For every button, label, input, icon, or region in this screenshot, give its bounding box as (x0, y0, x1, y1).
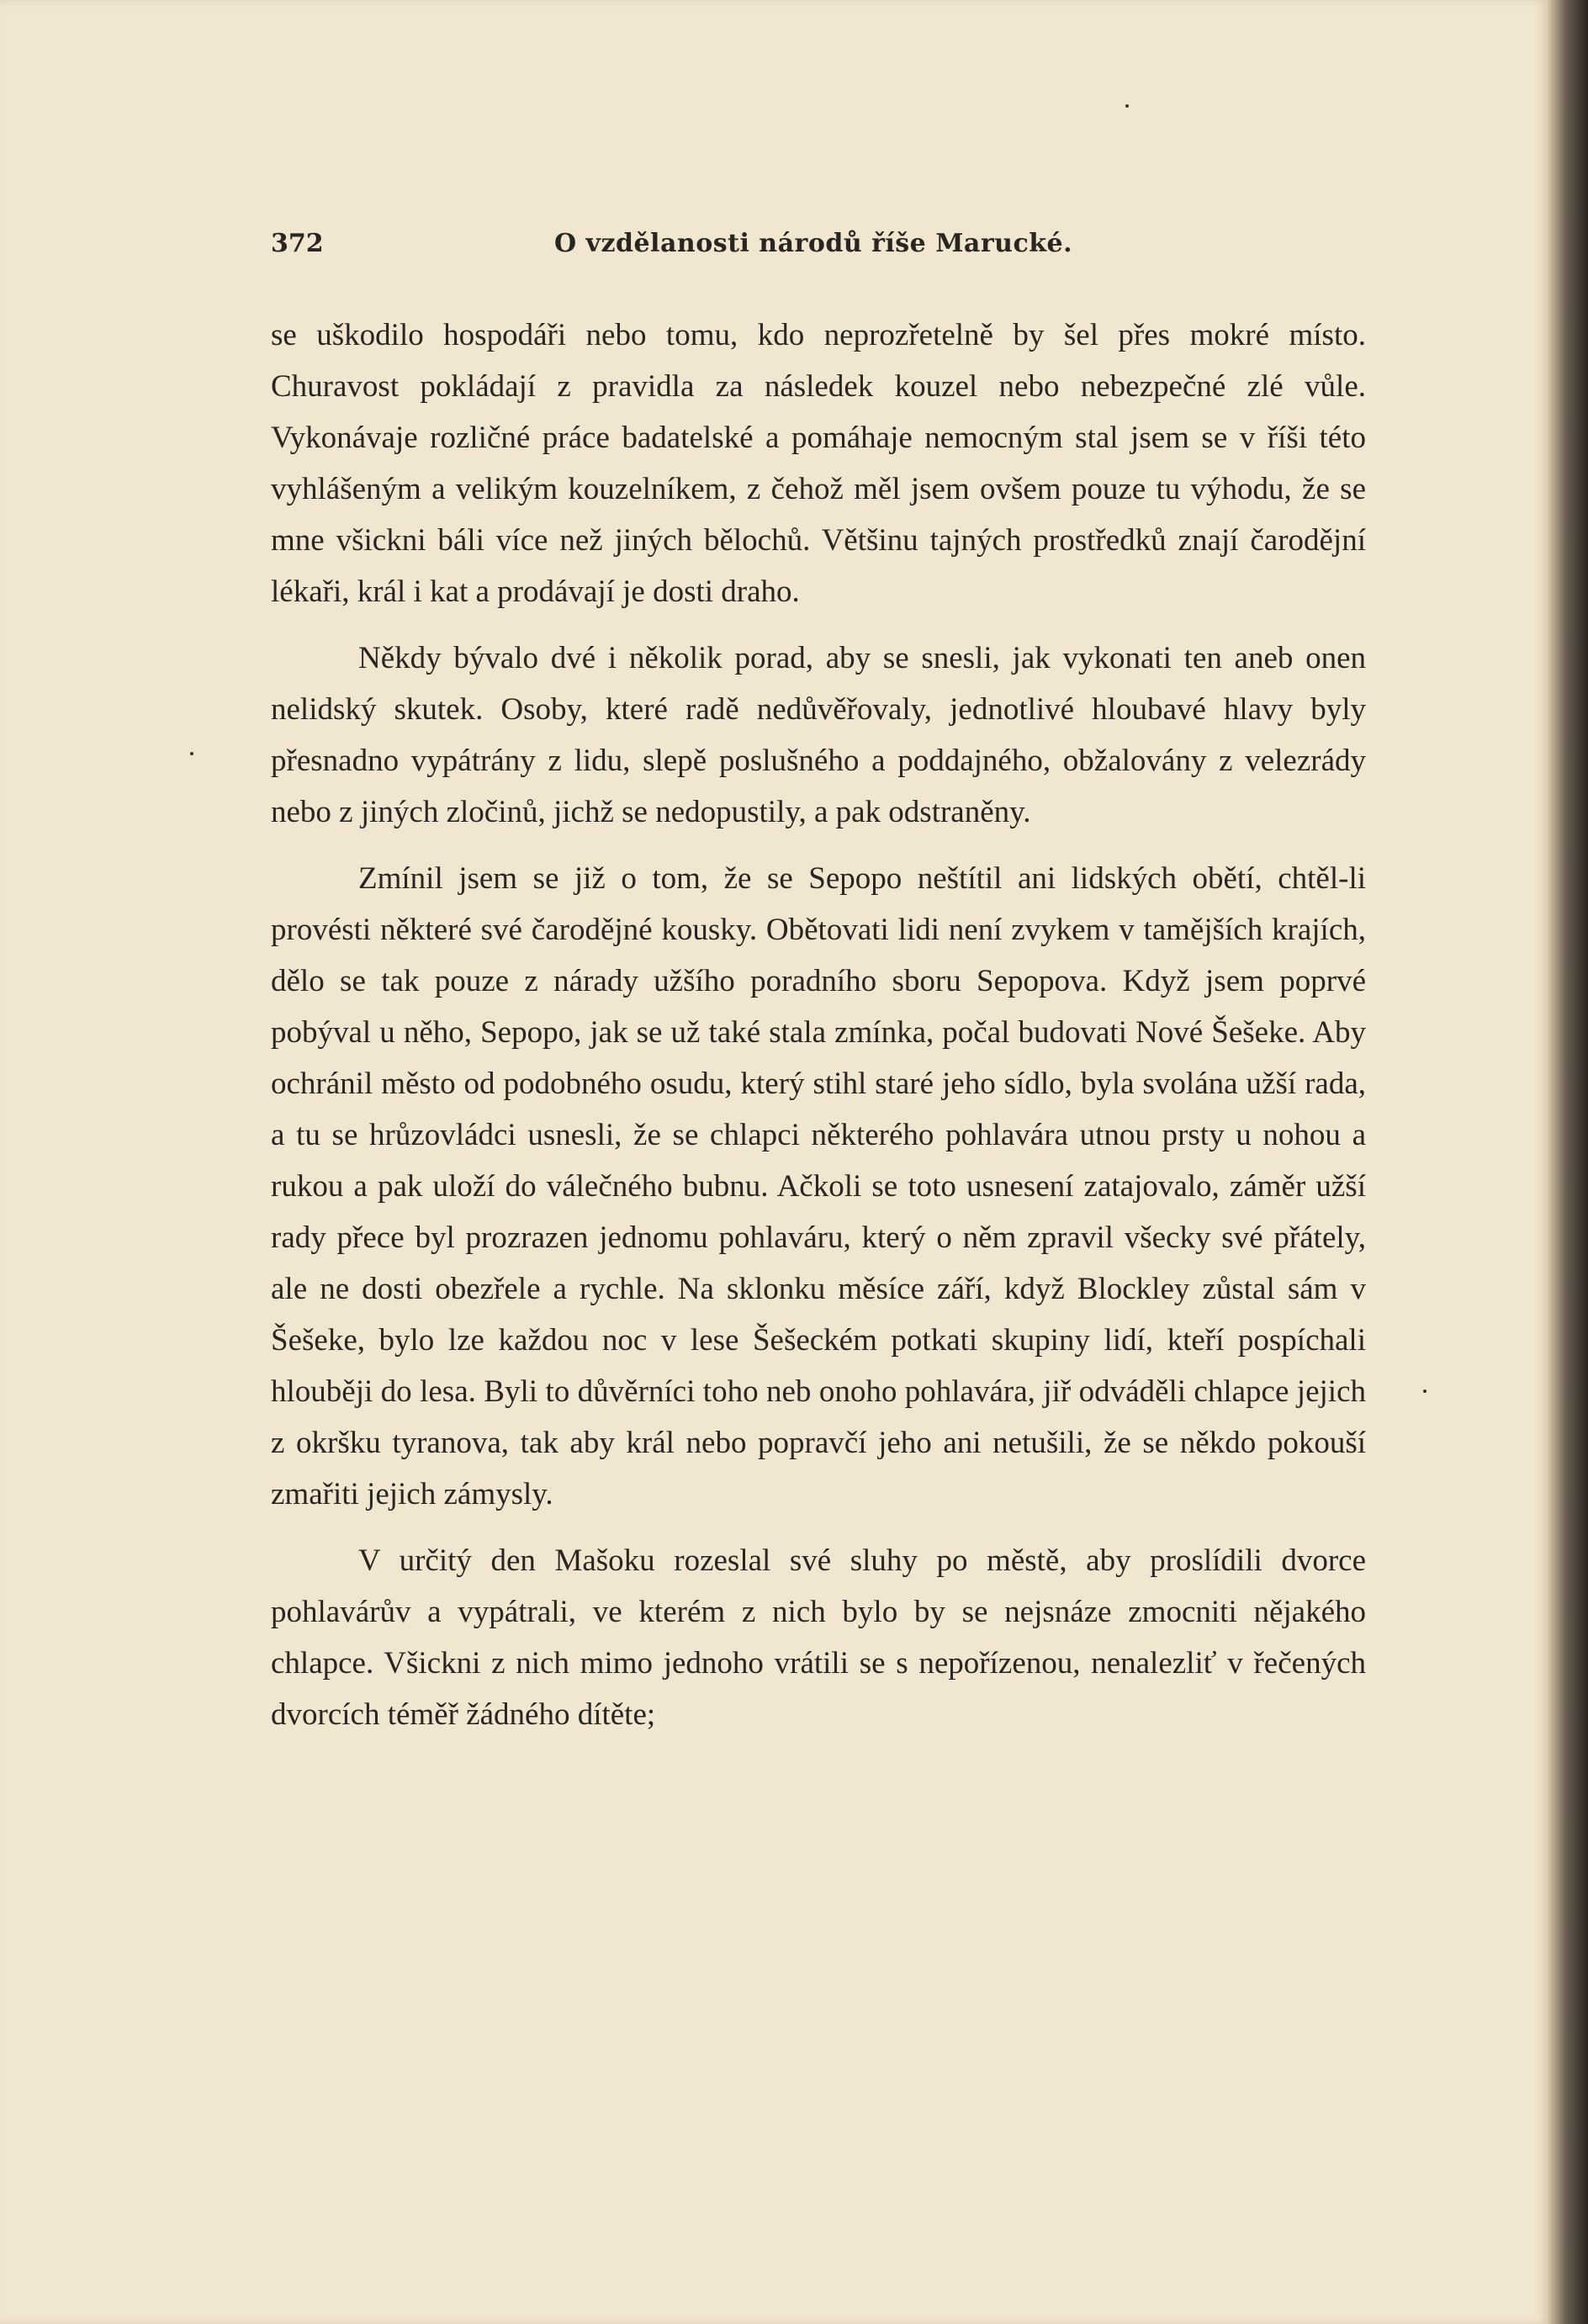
paragraph: V určitý den Mašoku rozeslal své sluhy po městě, aby proslídili dvorce pohlavárův a vypátrali, ve kterém z nich bylo by se nejsnáze zmocniti nějakého chlapce. Všickni z nich mimo jednoho vrátili se s nepořízenou, nenalezliť v řečených dvorcích téměř žádného dítěte; (271, 1543, 1366, 1732)
print-speck (1423, 1390, 1427, 1393)
print-speck (1125, 104, 1129, 108)
page-header (271, 229, 1356, 262)
book-edge (1548, 0, 1588, 2324)
paragraph: Zmínil jsem se již o tom, že se Sepopo neštítil ani lidských obětí, chtěl-li provésti některé své čarodějné kousky. Obětovati lidi není zvykem v tamějších krajích, dělo se tak pouze z nárady užšího poradního sboru Sepopova. Když jsem poprvé pobýval u něho, Sepopo, jak se už také stala zmínka, počal budovati Nové Šešeke. Aby ochránil město od podobného osudu, který stihl staré jeho sídlo, byla svolána užší rada, a tu se hrůzovládci usnesli, že se chlapci některého pohlavára utnou prsty u nohou a rukou a pak uloží do válečného bubnu. Ačkoli se toto usnesení zatajovalo, záměr užší rady přece byl prozrazen jednomu pohlaváru, který o něm zpravil všecky své přátely, ale ne dosti obezřele a rychle. Na sklonku měsíce září, když Blockley zůstal sám v Šešeke, bylo lze každou noc v lese Šešeckém potkati skupiny lidí, kteří pospíchali hlouběji do lesa. Byli to důvěrníci toho neb onoho pohlavára, jiř odváděli chlapce jejich z okršku tyranova, tak aby král nebo popravčí jeho ani netušili, že se někdo pokouší zmařiti jejich zámysly. (271, 861, 1366, 1511)
print-speck (190, 752, 193, 755)
running-title: O vzdělanosti národů říše Marucké. (553, 229, 1073, 258)
paragraph: Někdy bývalo dvé i několik porad, aby se snesli, jak vykonati ten aneb onen nelidský skutek. Osoby, které radě nedůvěřovaly, jednotlivé hloubavé hlavy byly přesnadno vypátrány z lidu, slepě poslušného a poddajného, obžalovány z velezrády nebo z jiných zločinů, jichž se nedopustily, a pak odstraněny. (271, 641, 1366, 829)
paragraph-continued: se uškodilo hospodáři nebo tomu, kdo neprozřetelně by šel přes mokré místo. Churavost pokládají z pravidla za následek kouzel nebo nebezpečné zlé vůle. Vykonávaje rozličné práce badatelské a pomáhaje nemocným stal jsem se v říši této vyhlášeným a velikým kouzelníkem, z čehož měl jsem ovšem pouze tu výhodu, že se mne všickni báli více než jiných bělochů. Většinu tajných prostředků znají čarodějní lékaři, král i kat a prodávají je dosti draho. (271, 318, 1366, 609)
body-text (271, 310, 1366, 1740)
page-number: 372 (271, 229, 324, 258)
